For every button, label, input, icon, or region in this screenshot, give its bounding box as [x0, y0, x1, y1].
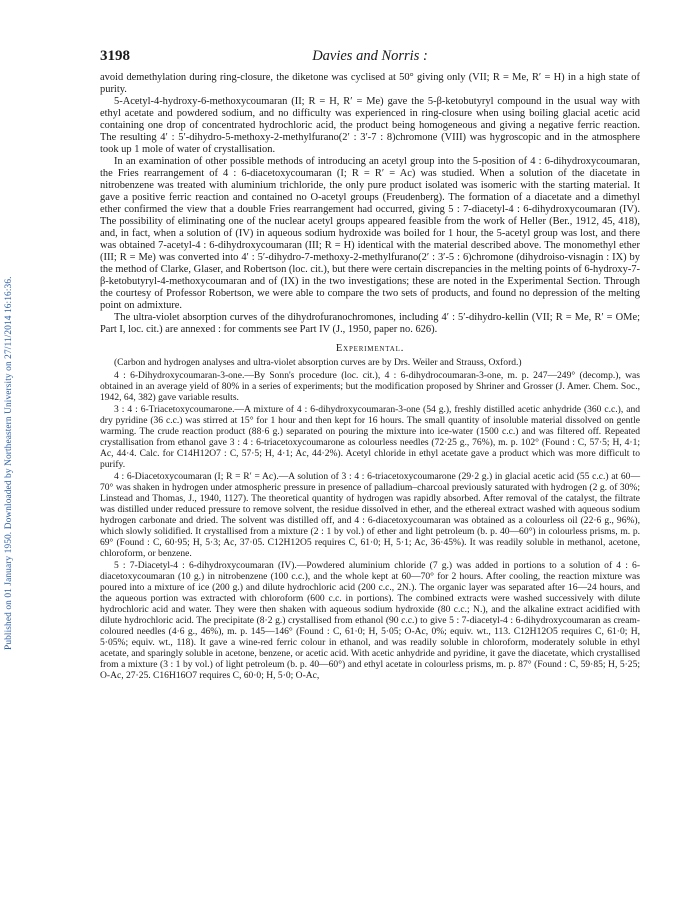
experimental-paragraph: 5 : 7-Diacetyl-4 : 6-dihydroxycoumaran (IV).—Powdered aluminium chloride (7 g.) was added in portions to a solution of 4 : 6-diacetoxycoumaran (10 g.) in nitrobenzene (100 c.c.), and the whole kept at 60—70° for 2 hours. After cooling, the reaction mixture was poured into a mixture of ice (200 g.) and dilute hydrochloric acid (200 c.c., 2N.). The organic layer was separated after 16—24 hours, and the aqueous portion was extracted with chloroform (600 c.c. in portions). The combined extracts were washed successively with dilute hydrochloric acid and water. They were then shaken with aqueous sodium hydroxide (80 c.c.; N.), and the alkaline extract acidified with dilute hydrochloric acid. The precipitate (8·2 g.) crystallised from ethanol (90 c.c.) to give 5 : 7-diacetyl-4 : 6-dihydroxycoumaran as cream-coloured needles (4·6 g., 46%), m. p. 145—146° (Found : C, 61·0; H, 5·05; O-Ac, 0%; equiv. wt., 113. C12H12O5 requires C, 61·0; H, 5·05%; equiv. wt., 118). It gave a wine-red ferric colour in ethanol, and was readily soluble in chloroform, moderately soluble in ethyl acetate, and sparingly soluble in acetone, benzene, or acetic acid. With acetic anhydride and pyridine, it gave the diacetate, which crystallised from a mixture (3 : 1 by vol.) of light petroleum (b. p. 40—60°) and ethyl acetate in colourless prisms, m. p. 87° (Found : C, 59·85; H, 5·25; O-Ac, 27·25. C16H16O7 requires C, 60·0; H, 5·0; O-Ac, [100, 560, 640, 681]
experimental-section [100, 357, 640, 681]
experimental-note: (Carbon and hydrogen analyses and ultra-violet absorption curves are by Drs. Weiler and Strauss, Oxford.) [114, 357, 522, 368]
paper-page [100, 48, 640, 682]
discussion-section [100, 72, 640, 336]
experimental-paragraph: 4 : 6-Dihydroxycoumaran-3-one.—By Sonn's procedure (loc. cit.), 4 : 6-dihydrocoumaran-3-one, m. p. 247—249° (decomp.), was obtained in an average yield of 80% in a series of experiments; but the modification proposed by Shriner and Grosser (J. Amer. Chem. Soc., 1942, 64, 382) gave variable results. [100, 370, 640, 403]
body-paragraph: In an examination of other possible methods of introducing an acetyl group into the 5-position of 4 : 6-dihydroxycoumaran, the Fries rearrangement of 4 : 6-diacetoxycoumaran (I; R = R′ = Ac) was studied. When a solution of the diacetate in nitrobenzene was treated with aluminium trichloride, the only pure product isolated was isomeric with the starting material. It gave a positive ferric reaction and contained no O-acetyl groups (Freudenberg). The formation of a diacetate and a dimethyl ether confirmed the view that a double Fries rearrangement had occurred, giving 5 : 7-diacetyl-4 : 6-dihydroxycoumaran (IV). The possibility of eliminating one of the nuclear acetyl groups appeared feasible from the work of Heller (Ber., 1912, 45, 418), and, in fact, when a solution of (IV) in aqueous sodium hydroxide was boiled for 1 hour, the 5-acetyl group was lost, and there was obtained 7-acetyl-4 : 6-dihydroxycoumaran (III; R = H) identical with the material described above. The monomethyl ether (III; R = Me) was converted into 4′ : 5′-dihydro-7-methoxy-2-methylfurano(2′ : 3′-5 : 6)chromone (dihydroiso-visnagin : IX) by the method of Clarke, Glaser, and Robertson (loc. cit.), but there were certain discrepancies in the melting points of 6-hydroxy-7-β-ketobutyryl-4-methoxycoumaran and of (IX) in the two investigations; these are noted in the Experimental Section. Through the courtesy of Professor Robertson, we were able to compare the two sets of products, and found no depression of the melting point on admixture. [100, 156, 640, 311]
section-heading: Experimental. [335, 343, 405, 354]
page-header [100, 48, 640, 72]
body-paragraph: avoid demethylation during ring-closure, the diketone was cyclised at 50° giving only (VII; R = Me, R′ = H) in a high state of purity. [100, 72, 640, 95]
body-paragraph: 5-Acetyl-4-hydroxy-6-methoxycoumaran (II; R = H, R′ = Me) gave the 5-β-ketobutyryl compound in the usual way with ethyl acetate and powdered sodium, and no difficulty was experienced in ring-closure when using boiling glacial acetic acid containing one drop of concentrated hydrochloric acid, the product being homogeneous and giving a negative ferric reaction. The resulting 4′ : 5′-dihydro-5-methoxy-2-methylfurano(2′ : 3′-7 : 8)chromone (VIII) was hygroscopic and in the atmosphere took up 1 mole of water of crystallisation. [100, 96, 640, 155]
page-number: 3198 [100, 48, 130, 64]
running-head: Davies and Norris : [312, 48, 428, 64]
experimental-paragraph: 3 : 4 : 6-Triacetoxycoumarone.—A mixture of 4 : 6-dihydroxycoumaran-3-one (54 g.), freshly distilled acetic anhydride (360 c.c.), and dry pyridine (36 c.c.) was stirred at 15° for 1 hour and then kept for 16 hours. The small quantity of insoluble material dissolved on gentle warming. The crude reaction product (88·6 g.) separated on pouring the mixture into ice-water (1500 c.c.) and was filtered off. Repeated crystallisation from ethanol gave 3 : 4 : 6-triacetoxycoumarone as colourless needles (72·25 g., 76%), m. p. 102° (Found : C, 57·5; H, 4·1; Ac, 44·4. Calc. for C14H12O7 : C, 57·5; H, 4·1; Ac, 44·2%). Acetyl chloride in ethyl acetate gave a product which was more difficult to purify. [100, 404, 640, 470]
experimental-paragraph: 4 : 6-Diacetoxycoumaran (I; R = R′ = Ac).—A solution of 3 : 4 : 6-triacetoxycoumarone (29·2 g.) in glacial acetic acid (55 c.c.) at 60—70° was shaken in hydrogen under atmospheric pressure in presence of palladium–charcoal previously saturated with hydrogen (2 g. of 30%; Linstead and Thomas, J., 1940, 1127). The theoretical quantity of hydrogen was rapidly absorbed. After removal of the catalyst, the filtrate was distilled under reduced pressure to remove solvent, the residue dissolved in ether, and the ethereal extract washed with aqueous sodium hydrogen carbonate and dried. The solvent was distilled off, and 4 : 6-diacetoxycoumaran was obtained as a colourless oil (22·6 g., 96%), which slowly solidified. It crystallised from a mixture (2 : 1 by vol.) of ether and light petroleum (b. p. 40—60°) in colourless prisms, m. p. 69° (Found : C, 60·95; H, 5·3; Ac, 37·05. C12H12O5 requires C, 61·0; H, 5·1; Ac, 36·45%). It was readily soluble in methanol, acetone, chloroform, or benzene. [100, 471, 640, 559]
download-watermark: Published on 01 January 1950. Downloaded by Northeastern University on 27/11/2014 16:16:36. [4, 276, 14, 650]
body-paragraph: The ultra-violet absorption curves of the dihydrofuranochromones, including 4′ : 5′-dihydro-kellin (VII; R = Me, R′ = OMe; Part I, loc. cit.) are annexed : for comments see Part IV (J., 1950, paper no. 626). [100, 312, 640, 335]
